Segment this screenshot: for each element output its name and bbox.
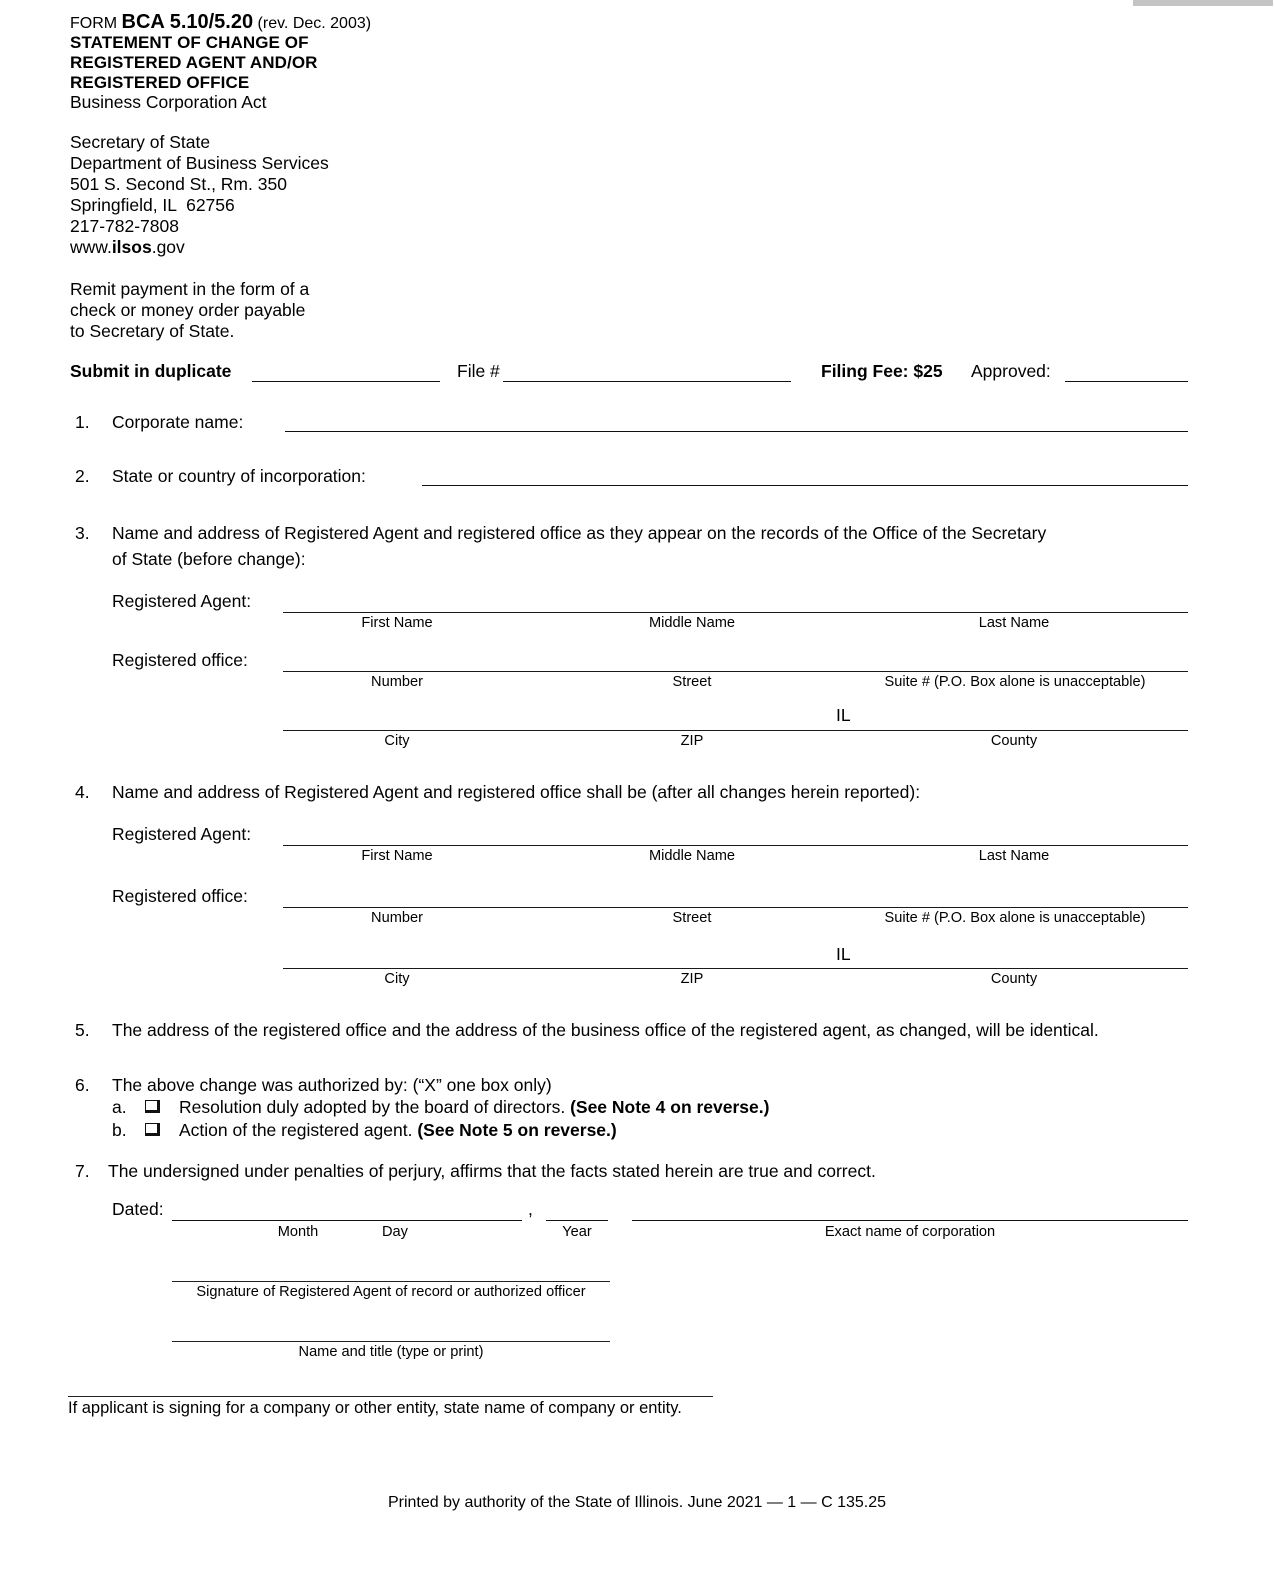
item-4-caption-county: County <box>990 971 1038 987</box>
item-3-caption-middle-name: Middle Name <box>649 615 735 631</box>
website-suffix: .gov <box>151 237 185 257</box>
item-3-label-line-2: of State (before change): <box>112 549 306 569</box>
item-2-label: State or country of incorporation: <box>112 466 366 486</box>
item-3-caption-first-name: First Name <box>361 615 433 631</box>
submit-duplicate-field[interactable] <box>252 381 440 382</box>
item-3-caption-zip: ZIP <box>680 733 704 749</box>
name-and-title-field[interactable] <box>172 1341 610 1342</box>
item-6-label: The above change was authorized by: (“X” one box only) <box>112 1075 552 1095</box>
form-act-name: Business Corporation Act <box>70 92 267 112</box>
item-4-caption-suite: Suite # (P.O. Box alone is unacceptable) <box>884 910 1146 926</box>
agency-line-3: 501 S. Second St., Rm. 350 <box>70 174 287 194</box>
caption-month: Month <box>277 1224 319 1240</box>
dated-year-field[interactable] <box>546 1220 608 1221</box>
form-identifier <box>70 12 371 32</box>
item-3-registered-office-label: Registered office: <box>112 650 248 670</box>
item-4-office-street-field[interactable] <box>283 907 1188 908</box>
item-3-state-value: IL <box>836 705 851 725</box>
website-prefix: www. <box>70 237 112 257</box>
submit-in-duplicate-label: Submit in duplicate <box>70 361 232 381</box>
item-1-label: Corporate name: <box>112 412 244 432</box>
signature-field[interactable] <box>172 1281 610 1282</box>
item-1-number: 1. <box>75 412 90 432</box>
item-4-caption-number: Number <box>371 910 423 926</box>
item-6a-note-reference: (See Note 4 on reverse.) <box>570 1097 770 1117</box>
approved-field[interactable] <box>1065 381 1188 382</box>
item-3-caption-street: Street <box>672 674 712 690</box>
item-6a-text <box>179 1099 769 1117</box>
form-number: BCA 5.10/5.20 <box>121 11 254 33</box>
payment-note-line-2: check or money order payable <box>70 300 306 320</box>
item-3-agent-name-field[interactable] <box>283 612 1188 613</box>
entity-note: If applicant is signing for a company or other entity, state name of company or entity. <box>68 1399 682 1417</box>
filing-fee-label: Filing Fee: $25 <box>821 361 943 381</box>
agency-website <box>70 239 185 257</box>
item-5-label: The address of the registered office and the address of the business office of the registered agent, as changed, will be identical. <box>112 1020 1099 1040</box>
form-prefix-label: FORM <box>70 15 122 32</box>
item-4-agent-name-field[interactable] <box>283 845 1188 846</box>
item-6b-text-main: Action of the registered agent. <box>179 1120 418 1140</box>
item-4-office-city-field[interactable] <box>283 968 1188 969</box>
item-6a-letter: a. <box>112 1097 127 1117</box>
corporate-name-field[interactable] <box>285 431 1188 432</box>
item-4-state-value: IL <box>836 944 851 964</box>
item-4-number: 4. <box>75 782 90 802</box>
item-3-caption-county: County <box>990 733 1038 749</box>
caption-signature: Signature of Registered Agent of record or authorized officer <box>196 1284 586 1300</box>
item-3-office-street-field[interactable] <box>283 671 1188 672</box>
item-7-number: 7. <box>75 1161 90 1181</box>
item-4-caption-city: City <box>384 971 410 987</box>
item-4-caption-zip: ZIP <box>680 971 704 987</box>
item-6-number: 6. <box>75 1075 90 1095</box>
form-title-line-3: REGISTERED OFFICE <box>70 73 250 92</box>
item-7-label: The undersigned under penalties of perjury, affirms that the facts stated herein are true and correct. <box>108 1161 876 1181</box>
item-6b-text <box>179 1122 617 1140</box>
form-revision: (rev. Dec. 2003) <box>253 15 372 32</box>
print-authority-footer: Printed by authority of the State of Illinois. June 2021 — 1 — C 135.25 <box>387 1494 887 1511</box>
item-3-office-city-field[interactable] <box>283 730 1188 731</box>
caption-day: Day <box>382 1224 408 1240</box>
caption-year: Year <box>562 1224 592 1240</box>
item-3-caption-suite: Suite # (P.O. Box alone is unacceptable) <box>884 674 1146 690</box>
item-6b-note-reference: (See Note 5 on reverse.) <box>417 1120 617 1140</box>
entity-name-field[interactable] <box>68 1396 713 1397</box>
caption-exact-name-of-corporation: Exact name of corporation <box>824 1224 996 1240</box>
agency-phone: 217-782-7808 <box>70 216 179 236</box>
item-4-caption-middle-name: Middle Name <box>649 848 735 864</box>
item-4-caption-last-name: Last Name <box>978 848 1050 864</box>
dated-comma: , <box>528 1199 533 1219</box>
agency-line-2: Department of Business Services <box>70 153 329 173</box>
item-4-registered-agent-label: Registered Agent: <box>112 824 252 844</box>
item-3-number: 3. <box>75 523 90 543</box>
item-4-caption-first-name: First Name <box>361 848 433 864</box>
agency-line-1: Secretary of State <box>70 132 211 152</box>
item-6a-text-main: Resolution duly adopted by the board of directors. <box>179 1097 571 1117</box>
item-6b-letter: b. <box>112 1120 127 1140</box>
item-3-caption-number: Number <box>371 674 423 690</box>
file-number-field[interactable] <box>503 381 791 382</box>
item-2-number: 2. <box>75 466 90 486</box>
item-3-caption-city: City <box>384 733 410 749</box>
checkbox-resolution-board-of-directors[interactable] <box>145 1100 160 1113</box>
form-title-line-1: STATEMENT OF CHANGE OF <box>70 33 309 52</box>
state-of-incorporation-field[interactable] <box>422 485 1188 486</box>
payment-note-line-3: to Secretary of State. <box>70 321 235 341</box>
payment-note-line-1: Remit payment in the form of a <box>70 279 310 299</box>
item-3-label-line-1: Name and address of Registered Agent and registered office as they appear on the records of the Office of the Secretary <box>112 523 1047 543</box>
agency-line-4: Springfield, IL 62756 <box>70 195 235 215</box>
approved-label: Approved: <box>971 361 1051 381</box>
caption-name-and-title: Name and title (type or print) <box>298 1344 484 1360</box>
item-5-number: 5. <box>75 1020 90 1040</box>
item-4-label: Name and address of Registered Agent and registered office shall be (after all changes herein reported): <box>112 782 921 802</box>
exact-corporation-name-field[interactable] <box>632 1220 1188 1221</box>
checkbox-action-of-registered-agent[interactable] <box>145 1123 160 1136</box>
website-domain: ilsos <box>111 237 152 257</box>
file-number-label: File # <box>457 361 500 381</box>
dated-label: Dated: <box>112 1199 164 1219</box>
scan-artifact <box>1133 0 1273 6</box>
item-4-caption-street: Street <box>672 910 712 926</box>
form-title-line-2: REGISTERED AGENT AND/OR <box>70 53 318 72</box>
item-3-caption-last-name: Last Name <box>978 615 1050 631</box>
dated-month-day-field[interactable] <box>172 1220 522 1221</box>
item-3-registered-agent-label: Registered Agent: <box>112 591 252 611</box>
item-4-registered-office-label: Registered office: <box>112 886 248 906</box>
